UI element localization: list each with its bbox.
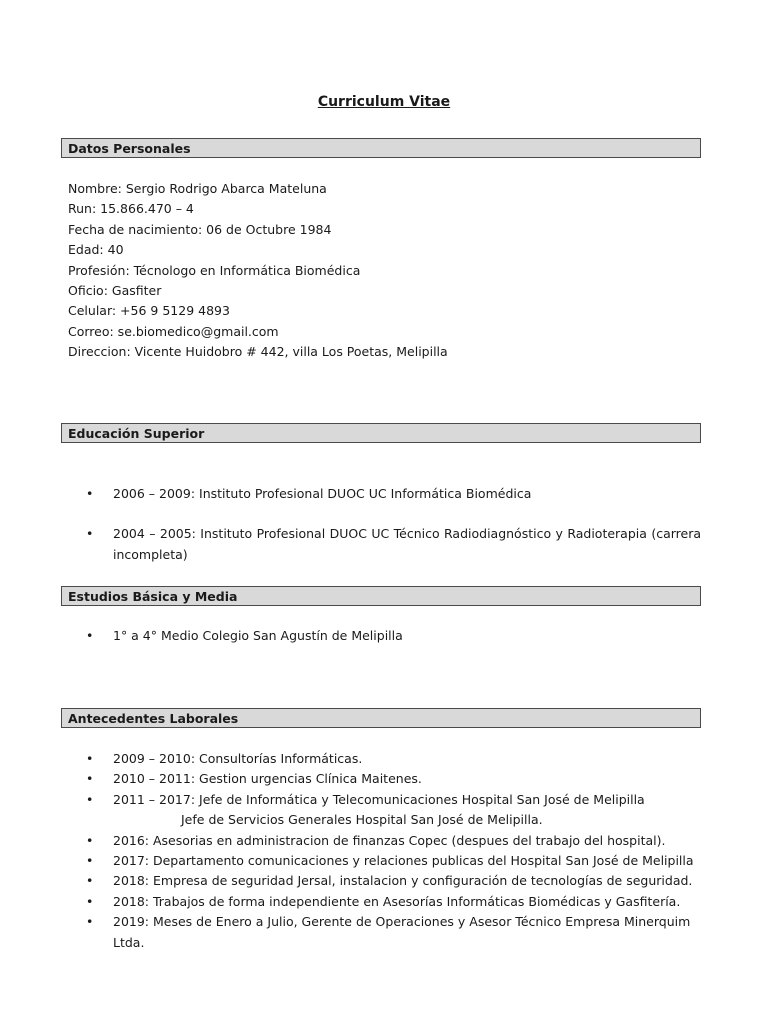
section-header-basic: Estudios Básica y Media: [61, 586, 701, 606]
personal-age: Edad: 40: [68, 242, 124, 258]
document-title: Curriculum Vitae: [317, 94, 451, 110]
section-header-education: Educación Superior: [61, 423, 701, 443]
personal-phone: Celular: +56 9 5129 4893: [68, 303, 230, 319]
bullet-icon: [86, 769, 113, 789]
personal-name: Nombre: Sergio Rodrigo Abarca Mateluna: [68, 181, 327, 196]
list-item: • 1° a 4° Medio Colegio San Agustín de Melipilla: [86, 626, 701, 646]
bullet-icon: [86, 892, 113, 912]
bullet-icon: [86, 912, 113, 932]
personal-address: Direccion: Vicente Huidobro # 442, villa Los Poetas, Melipilla: [68, 344, 448, 360]
list-item: • 2019: Meses de Enero a Julio, Gerente de Operaciones y Asesor Técnico Empresa Minerquim Ltda.: [86, 912, 701, 953]
list-item: • 2010 – 2011: Gestion urgencias Clínica Maitenes.: [86, 769, 701, 789]
bullet-icon: [86, 484, 113, 504]
personal-profession: Profesión: Técnologo en Informática Biomédica: [68, 262, 361, 278]
list-item: • 2004 – 2005: Instituto Profesional DUOC UC Técnico Radiodiagnóstico y Radioterapia (carrera incompleta): [86, 524, 701, 565]
work-sub-line: Jefe de Servicios Generales Hospital San José de Melipilla.: [181, 812, 543, 828]
personal-birthdate: Fecha de nacimiento: 06 de Octubre 1984: [68, 221, 332, 237]
personal-trade: Oficio: Gasfiter: [68, 283, 162, 299]
bullet-icon: [86, 790, 113, 810]
list-item: • 2016: Asesorias en administracion de finanzas Copec (despues del trabajo del hospital).: [86, 831, 701, 851]
bullet-icon: [86, 749, 113, 769]
bullet-icon: [86, 831, 113, 851]
list-item: • 2017: Departamento comunicaciones y relaciones publicas del Hospital San José de Melipilla: [86, 851, 701, 871]
education-list: [86, 484, 701, 565]
section-header-work: Antecedentes Laborales: [61, 708, 701, 728]
personal-details: [68, 179, 448, 363]
bullet-icon: [86, 524, 113, 544]
bullet-icon: [86, 626, 113, 646]
work-list: [86, 749, 701, 953]
list-item: • 2009 – 2010: Consultorías Informáticas.: [86, 749, 701, 769]
basic-list: [86, 626, 701, 646]
personal-run: Run: 15.866.470 – 4: [68, 201, 194, 217]
section-header-personal: Datos Personales: [61, 138, 701, 158]
personal-email: Correo: se.biomedico@gmail.com: [68, 323, 279, 339]
bullet-icon: [86, 851, 113, 871]
list-item: • 2011 – 2017: Jefe de Informática y Telecomunicaciones Hospital San José de Melipilla Jefe de Servicios Generales Hospital San José de Melipilla.: [86, 790, 701, 831]
list-item: • 2006 – 2009: Instituto Profesional DUOC UC Informática Biomédica: [86, 484, 701, 504]
list-item: • 2018: Empresa de seguridad Jersal, instalacion y configuración de tecnologías de seguridad.: [86, 871, 701, 891]
list-item: • 2018: Trabajos de forma independiente en Asesorías Informáticas Biomédicas y Gasfitería.: [86, 892, 701, 912]
bullet-icon: [86, 871, 113, 891]
